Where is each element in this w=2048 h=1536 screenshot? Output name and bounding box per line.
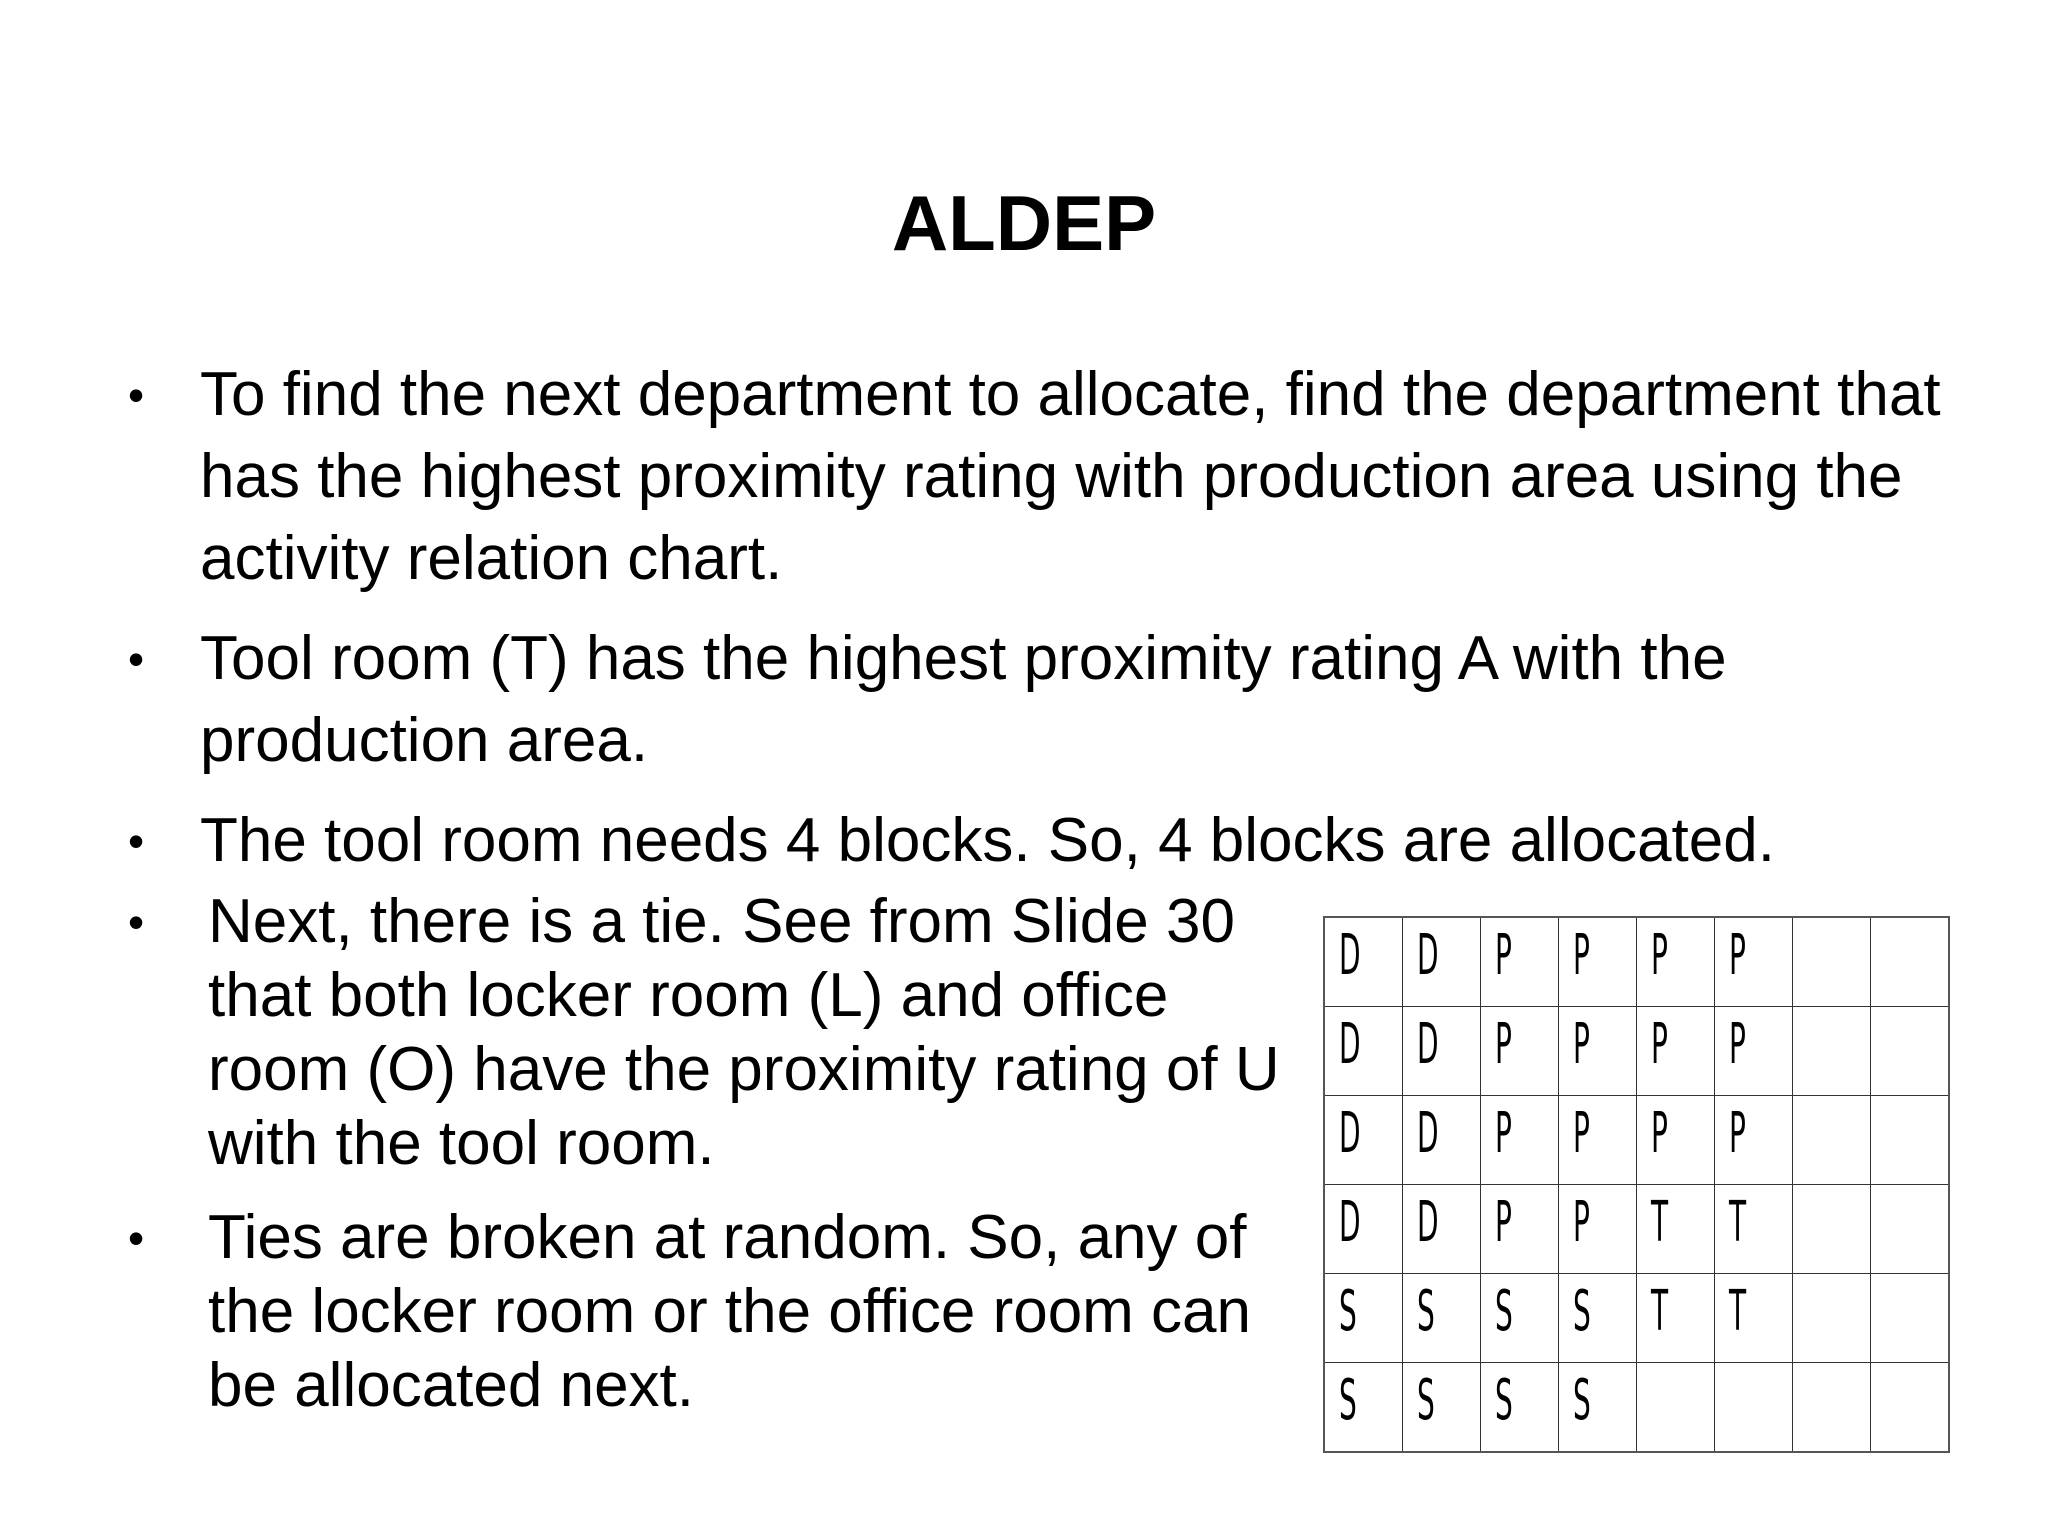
bullet-item — [128, 800, 2028, 882]
grid-cell-label: P — [1651, 923, 1668, 988]
grid-cell — [1403, 1363, 1481, 1453]
bullet-item — [128, 354, 1988, 600]
grid-row — [1324, 1185, 1949, 1274]
grid-cell — [1559, 1274, 1637, 1363]
grid-cell — [1637, 1185, 1715, 1274]
grid-row — [1324, 917, 1949, 1007]
grid-cell — [1403, 1096, 1481, 1185]
grid-cell — [1637, 1363, 1715, 1453]
grid-cell — [1871, 1007, 1950, 1096]
grid-cell-label: P — [1729, 1012, 1746, 1077]
grid-cell-label: P — [1729, 1101, 1746, 1166]
grid-cell — [1559, 1363, 1637, 1453]
bullet-text: Ties are broken at random. So, any of the locker room or the office room can be allocated next. — [208, 1203, 1252, 1420]
grid-row — [1324, 1096, 1949, 1185]
grid-cell — [1793, 917, 1871, 1007]
grid-cell-label: T — [1651, 1190, 1669, 1255]
grid-cell — [1481, 1185, 1559, 1274]
grid-cell-label: D — [1339, 1101, 1361, 1166]
grid-cell-label: D — [1417, 1012, 1439, 1077]
grid-cell-label: S — [1573, 1279, 1591, 1344]
grid-cell — [1324, 1274, 1403, 1363]
grid-cell-label: S — [1339, 1279, 1357, 1344]
grid-cell — [1871, 917, 1950, 1007]
grid-cell-label: S — [1417, 1279, 1435, 1344]
grid-cell — [1871, 1274, 1950, 1363]
grid-cell-label: P — [1573, 923, 1590, 988]
grid-cell — [1481, 1096, 1559, 1185]
grid-cell — [1793, 1096, 1871, 1185]
bullet-dot-icon: • — [128, 815, 145, 867]
grid-cell-label: D — [1339, 1190, 1361, 1255]
grid-cell-label: P — [1495, 1012, 1512, 1077]
grid-cell-label: S — [1495, 1279, 1513, 1344]
bullet-text: Next, there is a tie. See from Slide 30 that both locker room (L) and office room (O) have the proximity rating of U with the tool room. — [208, 887, 1280, 1178]
grid-cell — [1715, 1007, 1793, 1096]
grid-cell-label: P — [1495, 1101, 1512, 1166]
grid-cell — [1871, 1363, 1950, 1453]
grid-cell — [1637, 1007, 1715, 1096]
grid-cell — [1637, 1274, 1715, 1363]
grid-cell — [1324, 1185, 1403, 1274]
bullet-dot-icon: • — [128, 369, 145, 421]
grid-cell — [1637, 1096, 1715, 1185]
bullet-dot-icon: • — [128, 1212, 145, 1264]
bullet-item — [128, 618, 1988, 782]
grid-cell — [1481, 1363, 1559, 1453]
grid-row — [1324, 1363, 1949, 1453]
grid-cell-label: P — [1573, 1190, 1590, 1255]
bullet-dot-icon: • — [128, 633, 145, 685]
grid-cell — [1481, 1007, 1559, 1096]
grid-cell-label: D — [1417, 1190, 1439, 1255]
bullet-text: To find the next department to allocate, find the department that has the highest proximity rating with production area using the activity relation chart. — [200, 360, 1941, 593]
grid-cell-label: P — [1573, 1012, 1590, 1077]
grid-row — [1324, 1274, 1949, 1363]
grid-cell — [1324, 1007, 1403, 1096]
grid-cell — [1403, 1007, 1481, 1096]
grid-cell — [1403, 1274, 1481, 1363]
grid-cell-label: S — [1573, 1368, 1591, 1433]
grid-cell — [1559, 1185, 1637, 1274]
grid-cell-label: T — [1729, 1279, 1747, 1344]
bullet-item — [128, 885, 1298, 1181]
bullet-dot-icon: • — [128, 896, 145, 948]
grid-cell — [1324, 1096, 1403, 1185]
grid-row — [1324, 1007, 1949, 1096]
grid-cell-label: P — [1729, 923, 1746, 988]
grid-cell — [1715, 917, 1793, 1007]
grid-cell — [1324, 1363, 1403, 1453]
grid-cell — [1403, 917, 1481, 1007]
grid-cell-label: T — [1651, 1279, 1669, 1344]
grid-cell-label: P — [1495, 1190, 1512, 1255]
grid-cell-label: S — [1417, 1368, 1435, 1433]
grid-cell-label: D — [1339, 923, 1361, 988]
slide-title: ALDEP — [891, 179, 1157, 267]
grid-cell — [1871, 1185, 1950, 1274]
grid-cell-label: P — [1573, 1101, 1590, 1166]
grid-cell — [1715, 1096, 1793, 1185]
grid-cell-label: P — [1495, 923, 1512, 988]
grid-cell — [1637, 917, 1715, 1007]
grid-cell — [1559, 1007, 1637, 1096]
grid-cell-label: D — [1417, 923, 1439, 988]
layout-grid — [1323, 916, 1950, 1453]
bullet-item — [128, 1201, 1298, 1423]
grid-cell-label: S — [1339, 1368, 1357, 1433]
grid-cell-label: P — [1651, 1012, 1668, 1077]
bullet-text: Tool room (T) has the highest proximity rating A with the production area. — [200, 624, 1727, 775]
grid-cell — [1559, 1096, 1637, 1185]
grid-cell — [1403, 1185, 1481, 1274]
grid-cell — [1793, 1363, 1871, 1453]
grid-cell-label: T — [1729, 1190, 1747, 1255]
grid-cell-label: D — [1339, 1012, 1361, 1077]
grid-cell — [1559, 917, 1637, 1007]
grid-cell — [1793, 1274, 1871, 1363]
grid-cell — [1324, 917, 1403, 1007]
grid-cell-label: S — [1495, 1368, 1513, 1433]
grid-cell — [1793, 1185, 1871, 1274]
grid-cell-label: P — [1651, 1101, 1668, 1166]
grid-cell — [1481, 1274, 1559, 1363]
grid-cell — [1715, 1274, 1793, 1363]
grid-cell — [1871, 1096, 1950, 1185]
grid-cell — [1793, 1007, 1871, 1096]
grid-cell — [1715, 1363, 1793, 1453]
grid-cell — [1715, 1185, 1793, 1274]
grid-cell — [1481, 917, 1559, 1007]
grid-cell-label: D — [1417, 1101, 1439, 1166]
bullet-text: The tool room needs 4 blocks. So, 4 blocks are allocated. — [200, 806, 1775, 875]
